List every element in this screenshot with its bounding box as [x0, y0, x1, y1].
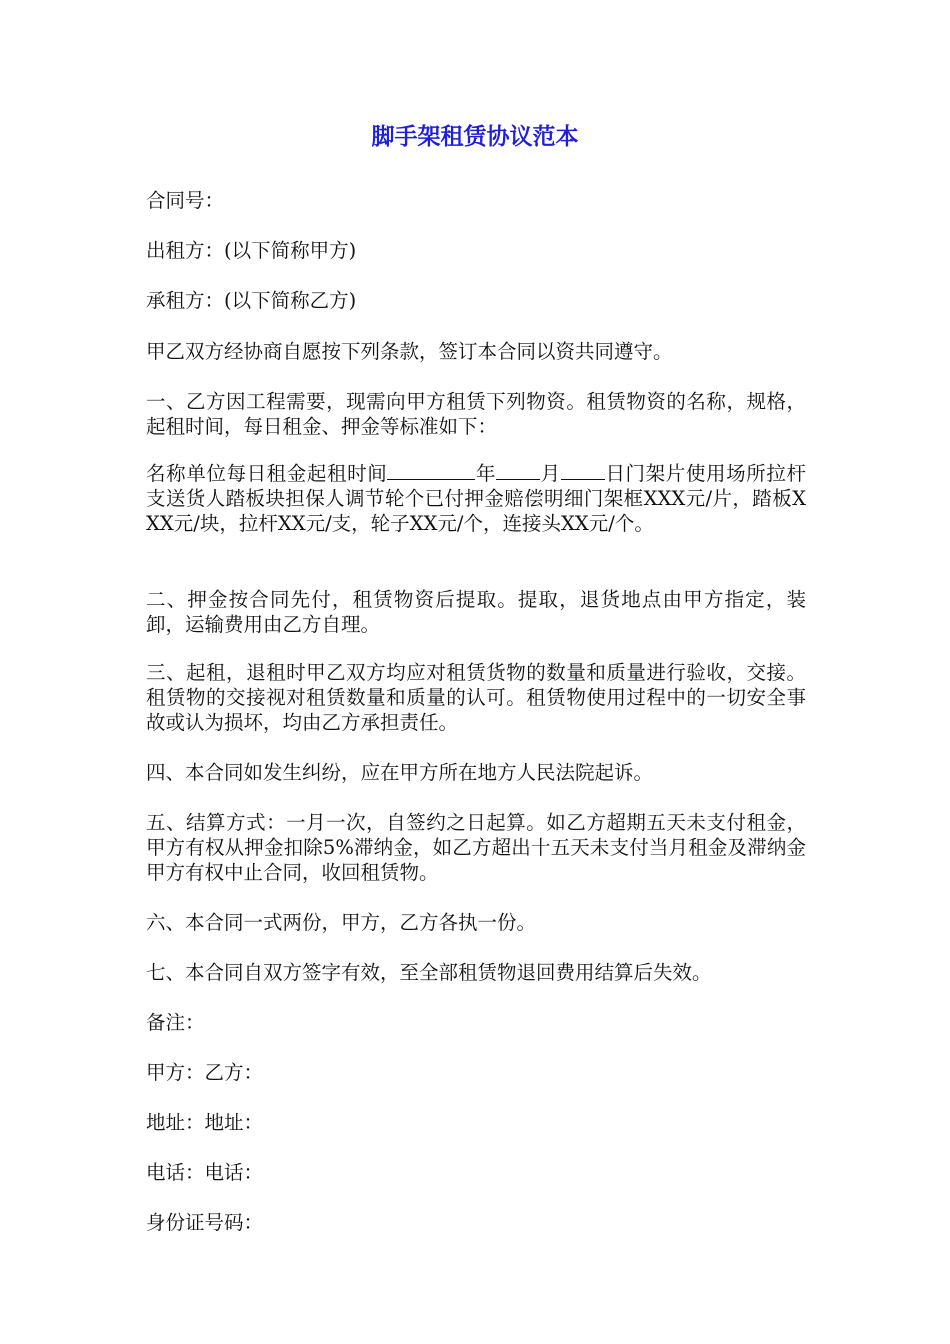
- clause-4-paragraph: 四、本合同如发生纠纷，应在甲方所在地方人民法院起诉。: [146, 761, 654, 784]
- start-month-blank: [496, 461, 540, 480]
- remarks-line: 备注：: [146, 1011, 205, 1034]
- lessee-line: 承租方：(以下简称乙方): [146, 289, 357, 312]
- clause-2-paragraph: 二、押金按合同先付，租赁物资后提取。提取，退货地点由甲方指定，装卸，运输费用由乙方自理。: [146, 588, 806, 636]
- phone-line: 电话：电话：: [146, 1161, 264, 1184]
- contract-number-line: 合同号：: [146, 189, 225, 212]
- clause-5-paragraph: 五、结算方式：一月一次，自签约之日起算。如乙方超期五天未支付租金，甲方有权从押金扣除5%滞纳金，如乙方超出十五天未支付当月租金及滞纳金甲方有权中止合同，收回租赁物。: [146, 811, 806, 884]
- id-number-line: 身份证号码：: [146, 1211, 264, 1234]
- year-label: 年: [475, 462, 497, 485]
- clause-7-paragraph: 七、本合同自双方签字有效，至全部租赁物退回费用结算后失效。: [146, 961, 712, 984]
- rental-items-paragraph: [146, 461, 806, 536]
- clause-6-paragraph: 六、本合同一式两份，甲方，乙方各执一份。: [146, 911, 537, 934]
- clause-3-paragraph: 三、起租，退租时甲乙双方均应对租赁货物的数量和质量进行验收，交接。租赁物的交接视对租赁数量和质量的认可。租赁物使用过程中的一切安全事故或认为损坏，均由乙方承担责任。: [146, 661, 806, 734]
- parties-signature-line: 甲方：乙方：: [146, 1061, 264, 1084]
- lessor-line: 出租方：(以下简称甲方): [146, 239, 357, 262]
- rental-items-text-2: 日门架片使用场所拉杆支送货人踏板块担保人调节轮个已付押金赔偿明细门架框XXX元/片，踏板XXX元/块，拉杆XX元/支，轮子XX元/个，连接头XX元/个。: [146, 462, 806, 535]
- document-title: 脚手架租赁协议范本: [371, 124, 579, 150]
- address-line: 地址：地址：: [146, 1111, 264, 1134]
- month-label: 月: [540, 462, 561, 485]
- start-day-blank: [561, 461, 605, 480]
- rental-items-text-1: 名称单位每日租金起租时间: [146, 462, 388, 485]
- intro-paragraph: 甲乙双方经协商自愿按下列条款，签订本合同以资共同遵守。: [146, 340, 673, 363]
- start-year-blank: [387, 461, 475, 480]
- clause-1-paragraph: 一、乙方因工程需要，现需向甲方租赁下列物资。租赁物资的名称，规格，起租时间，每日租金、押金等标准如下：: [146, 390, 806, 438]
